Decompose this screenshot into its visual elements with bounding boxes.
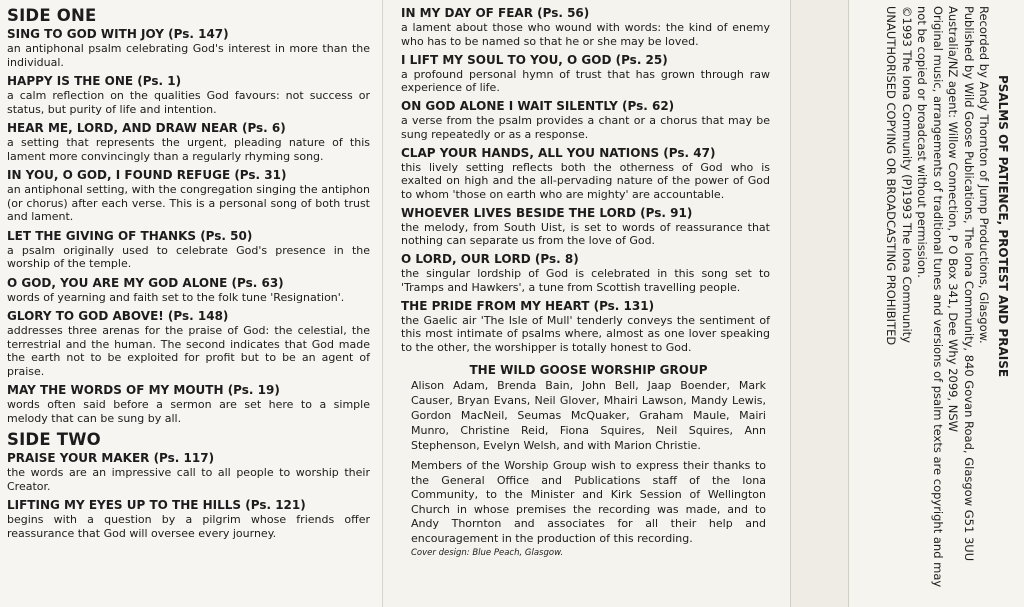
track-title: HAPPY IS THE ONE (Ps. 1) — [7, 74, 182, 88]
track-description: a calm reflection on the qualities God favours: not success or status, but purity of life and intention. — [7, 89, 370, 116]
track-title: LET THE GIVING OF THANKS (Ps. 50) — [7, 228, 253, 243]
credit-line: ©1993 The Iona Community (P)1993 The Iona Community — [900, 6, 914, 343]
track-title: WHOEVER LIVES BESIDE THE LORD (Ps. 91) — [401, 205, 693, 220]
track-title: THE PRIDE FROM MY HEART (Ps. 131) — [401, 298, 655, 313]
track-description: this lively setting reflects both the otherness of God who is exalted on high and the all-pervading nature of the power of God to whom 'those on earth who are mighty' are accountable. — [401, 160, 770, 201]
track-description: the Gaelic air 'The Isle of Mull' tenderly conveys the sentiment of this most intimate of psalms where, almost as one lover speaking to the other, the worshipper is totally honest to God. — [401, 313, 770, 354]
credit-line: UNAUTHORISED COPYING OR BROADCASTING PROHIBITED — [884, 6, 899, 346]
album-title: PSALMS OF PATIENCE, PROTEST AND PRAISE — [996, 74, 1010, 378]
track-entry — [401, 252, 770, 294]
track-title: I LIFT MY SOUL TO YOU, O GOD (Ps. 25) — [401, 52, 668, 67]
track-description: an antiphonal psalm celebrating God's interest in more than the individual. — [7, 42, 370, 69]
rotated-credits — [883, 6, 1010, 606]
credit-lines — [883, 6, 992, 606]
track-title: CLAP YOUR HANDS, ALL YOU NATIONS (Ps. 47) — [401, 145, 716, 160]
track-title: IN YOU, O GOD, I FOUND REFUGE (Ps. 31) — [7, 168, 287, 182]
track-description: a psalm originally used to celebrate God's presence in the worship of the temple. — [7, 243, 370, 270]
credit-line: not be copied or broadcast without permission. — [915, 6, 930, 278]
side-two-track-list-left — [7, 451, 370, 540]
side-two-heading: SIDE TWO — [7, 430, 101, 449]
credit-line: Recorded by Andy Thornton of Jump Productions, Glasgow. — [977, 6, 992, 344]
track-description: words of yearning and faith set to the folk tune 'Resignation'. — [7, 290, 345, 304]
track-title: PRAISE YOUR MAKER (Ps. 117) — [7, 451, 215, 465]
side-two-track-list-right — [401, 6, 770, 354]
track-title: O LORD, OUR LORD (Ps. 8) — [401, 252, 579, 266]
worship-group-heading: THE WILD GOOSE WORSHIP GROUP — [469, 363, 708, 377]
track-description: addresses three arenas for the praise of God: the celestial, the terrestrial and the human. The second indicates that God made the earth not to be exploited for profit but to be an agent of praise. — [7, 324, 370, 378]
track-title: SING TO GOD WITH JOY (Ps. 147) — [7, 27, 229, 41]
track-title: GLORY TO GOD ABOVE! (Ps. 148) — [7, 309, 229, 323]
track-description: a verse from the psalm provides a chant or a chorus that may be sung repeatedly or as a response. — [401, 114, 770, 141]
worship-group-thanks: Members of the Worship Group wish to express their thanks to the General Office and Publications staff of the Iona Community, to the Minister and Kirk Session of Wellington Church in whose premises the recording was made, and to Andy Thornton and associates for all their help and encouragement in the production of this recording. — [411, 459, 766, 545]
track-title: O GOD, YOU ARE MY GOD ALONE (Ps. 63) — [7, 275, 284, 290]
track-title: IN MY DAY OF FEAR (Ps. 56) — [401, 6, 590, 20]
credit-line: Original music, arrangements of traditional tunes and versions of psalm texts are copyright and may — [931, 6, 945, 588]
track-title: LIFTING MY EYES UP TO THE HILLS (Ps. 121) — [7, 498, 306, 512]
track-entry — [401, 146, 770, 202]
side-one-track-list — [7, 27, 370, 425]
track-description: the words are an impressive call to all people to worship their Creator. — [7, 466, 370, 493]
track-entry — [7, 229, 370, 271]
track-title: ON GOD ALONE I WAIT SILENTLY (Ps. 62) — [401, 99, 675, 113]
track-entry — [401, 299, 770, 355]
credit-line: Australia/NZ agent: Willow Connection, P O Box 341, Dee Why 2099, NSW — [946, 6, 961, 433]
track-entry — [7, 451, 370, 493]
track-entry — [7, 121, 370, 163]
track-entry — [401, 6, 770, 48]
worship-group-section — [401, 362, 770, 558]
track-description: words often said before a sermon are set here to a simple melody that can be sung by all. — [7, 398, 370, 425]
cover-design-credit: Cover design: Blue Peach, Glasgow. — [411, 548, 564, 558]
track-title: MAY THE WORDS OF MY MOUTH (Ps. 19) — [7, 383, 280, 397]
track-entry — [7, 309, 370, 378]
track-entry — [401, 99, 770, 141]
side-one-heading: SIDE ONE — [7, 6, 97, 25]
track-entry — [401, 206, 770, 248]
credit-line: Published by Wild Goose Publications, The Iona Community, 840 Govan Road, Glasgow G51 3UU — [962, 6, 976, 562]
track-entry — [7, 74, 370, 116]
track-description: the singular lordship of God is celebrated in this song set to 'Tramps and Hawkers', a tune from Scottish travelling people. — [401, 267, 770, 294]
blank-fold-panel — [790, 0, 848, 607]
worship-group-members: Alison Adam, Brenda Bain, John Bell, Jaap Boender, Mark Causer, Bryan Evans, Neil Glover, Mhairi Lawson, Mandy Lewis, Gordon MacNeil, Seumas McQuaker, Graham Maule, Mairi Munro, Christine Reid, Fiona Squires, Neil Squires, Ann Stephenson, Evelyn Welsh, and with Marion Christie. — [411, 379, 766, 452]
track-entry — [401, 53, 770, 95]
track-description: an antiphonal setting, with the congregation singing the antiphon (or chorus) after each verse. This is a personal song of both trust and lament. — [7, 183, 370, 223]
track-description: the melody, from South Uist, is set to words of reassurance that nothing can separate us from the love of God. — [401, 220, 770, 247]
track-description: a setting that represents the urgent, pleading nature of this lament more convincingly than a regularly rhyming song. — [7, 136, 370, 163]
track-description: a profound personal hymn of trust that has grown through raw experience of life. — [401, 67, 770, 94]
side-one-panel — [0, 0, 382, 607]
track-entry — [7, 383, 370, 425]
track-entry — [7, 276, 370, 305]
track-entry — [7, 27, 370, 69]
track-entry — [7, 498, 370, 540]
track-description: a lament about those who wound with words: the kind of enemy who has to be named so that he or she may be loved. — [401, 21, 770, 48]
side-two-panel — [382, 0, 790, 607]
track-entry — [7, 168, 370, 224]
track-title: HEAR ME, LORD, AND DRAW NEAR (Ps. 6) — [7, 121, 286, 135]
track-description: begins with a question by a pilgrim whose friends offer reassurance that God will oversee every journey. — [7, 513, 370, 540]
